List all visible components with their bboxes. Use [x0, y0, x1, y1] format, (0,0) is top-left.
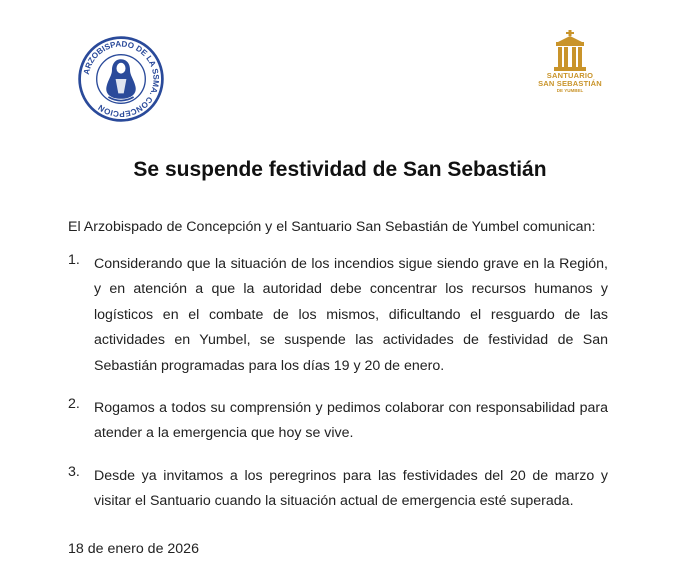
svg-text:ARZOBISPADO DE LA SSMA. CONCEP: ARZOBISPADO DE LA SSMA. CONCEPCION — [81, 39, 161, 119]
document-date: 18 de enero de 2026 — [68, 541, 199, 557]
document-title: Se suspende festividad de San Sebastián — [133, 158, 547, 181]
list-item-number: 1. — [68, 252, 80, 268]
list-item-number: 2. — [68, 396, 80, 413]
santuario-logo — [530, 30, 610, 105]
logo-line-de-yumbel: DE YUMBEL — [556, 88, 584, 93]
logo-line-san-sebastian: SAN SEBASTIÁN — [538, 79, 602, 88]
list-item-text: Desde ya invitamos a los peregrinos para las festividades del 20 de marzo y visitar el Santuario cuando la situación actual de emergencia esté superada. — [94, 467, 608, 510]
intro-paragraph: El Arzobispado de Concepción y el Santuario San Sebastián de Yumbel comunican: — [68, 219, 596, 235]
list-item-text: Considerando que la situación de los incendios sigue siendo grave en la Región, y en atención a que la autoridad debe concentrar los recursos humanos y logísticos en el combate de los mismos, dificultando el resguardo de las actividades en Yumbel, se suspende las actividades de festividad de San Sebastián programadas para los días 19 y 20 de enero. — [94, 256, 608, 374]
santuario-building-icon — [550, 30, 590, 72]
list-item-number: 3. — [68, 463, 80, 480]
arzobispado-seal-logo — [76, 34, 166, 124]
list-item — [68, 252, 608, 379]
list-item — [68, 464, 608, 515]
list-item-text: Rogamos a todos su comprensión y pedimos colaborar con responsabilidad para atender a la emergencia que hoy se vive. — [94, 400, 608, 442]
list-item — [68, 396, 608, 447]
numbered-list — [68, 252, 608, 536]
logo-line-santuario: SANTUARIO — [546, 71, 594, 80]
